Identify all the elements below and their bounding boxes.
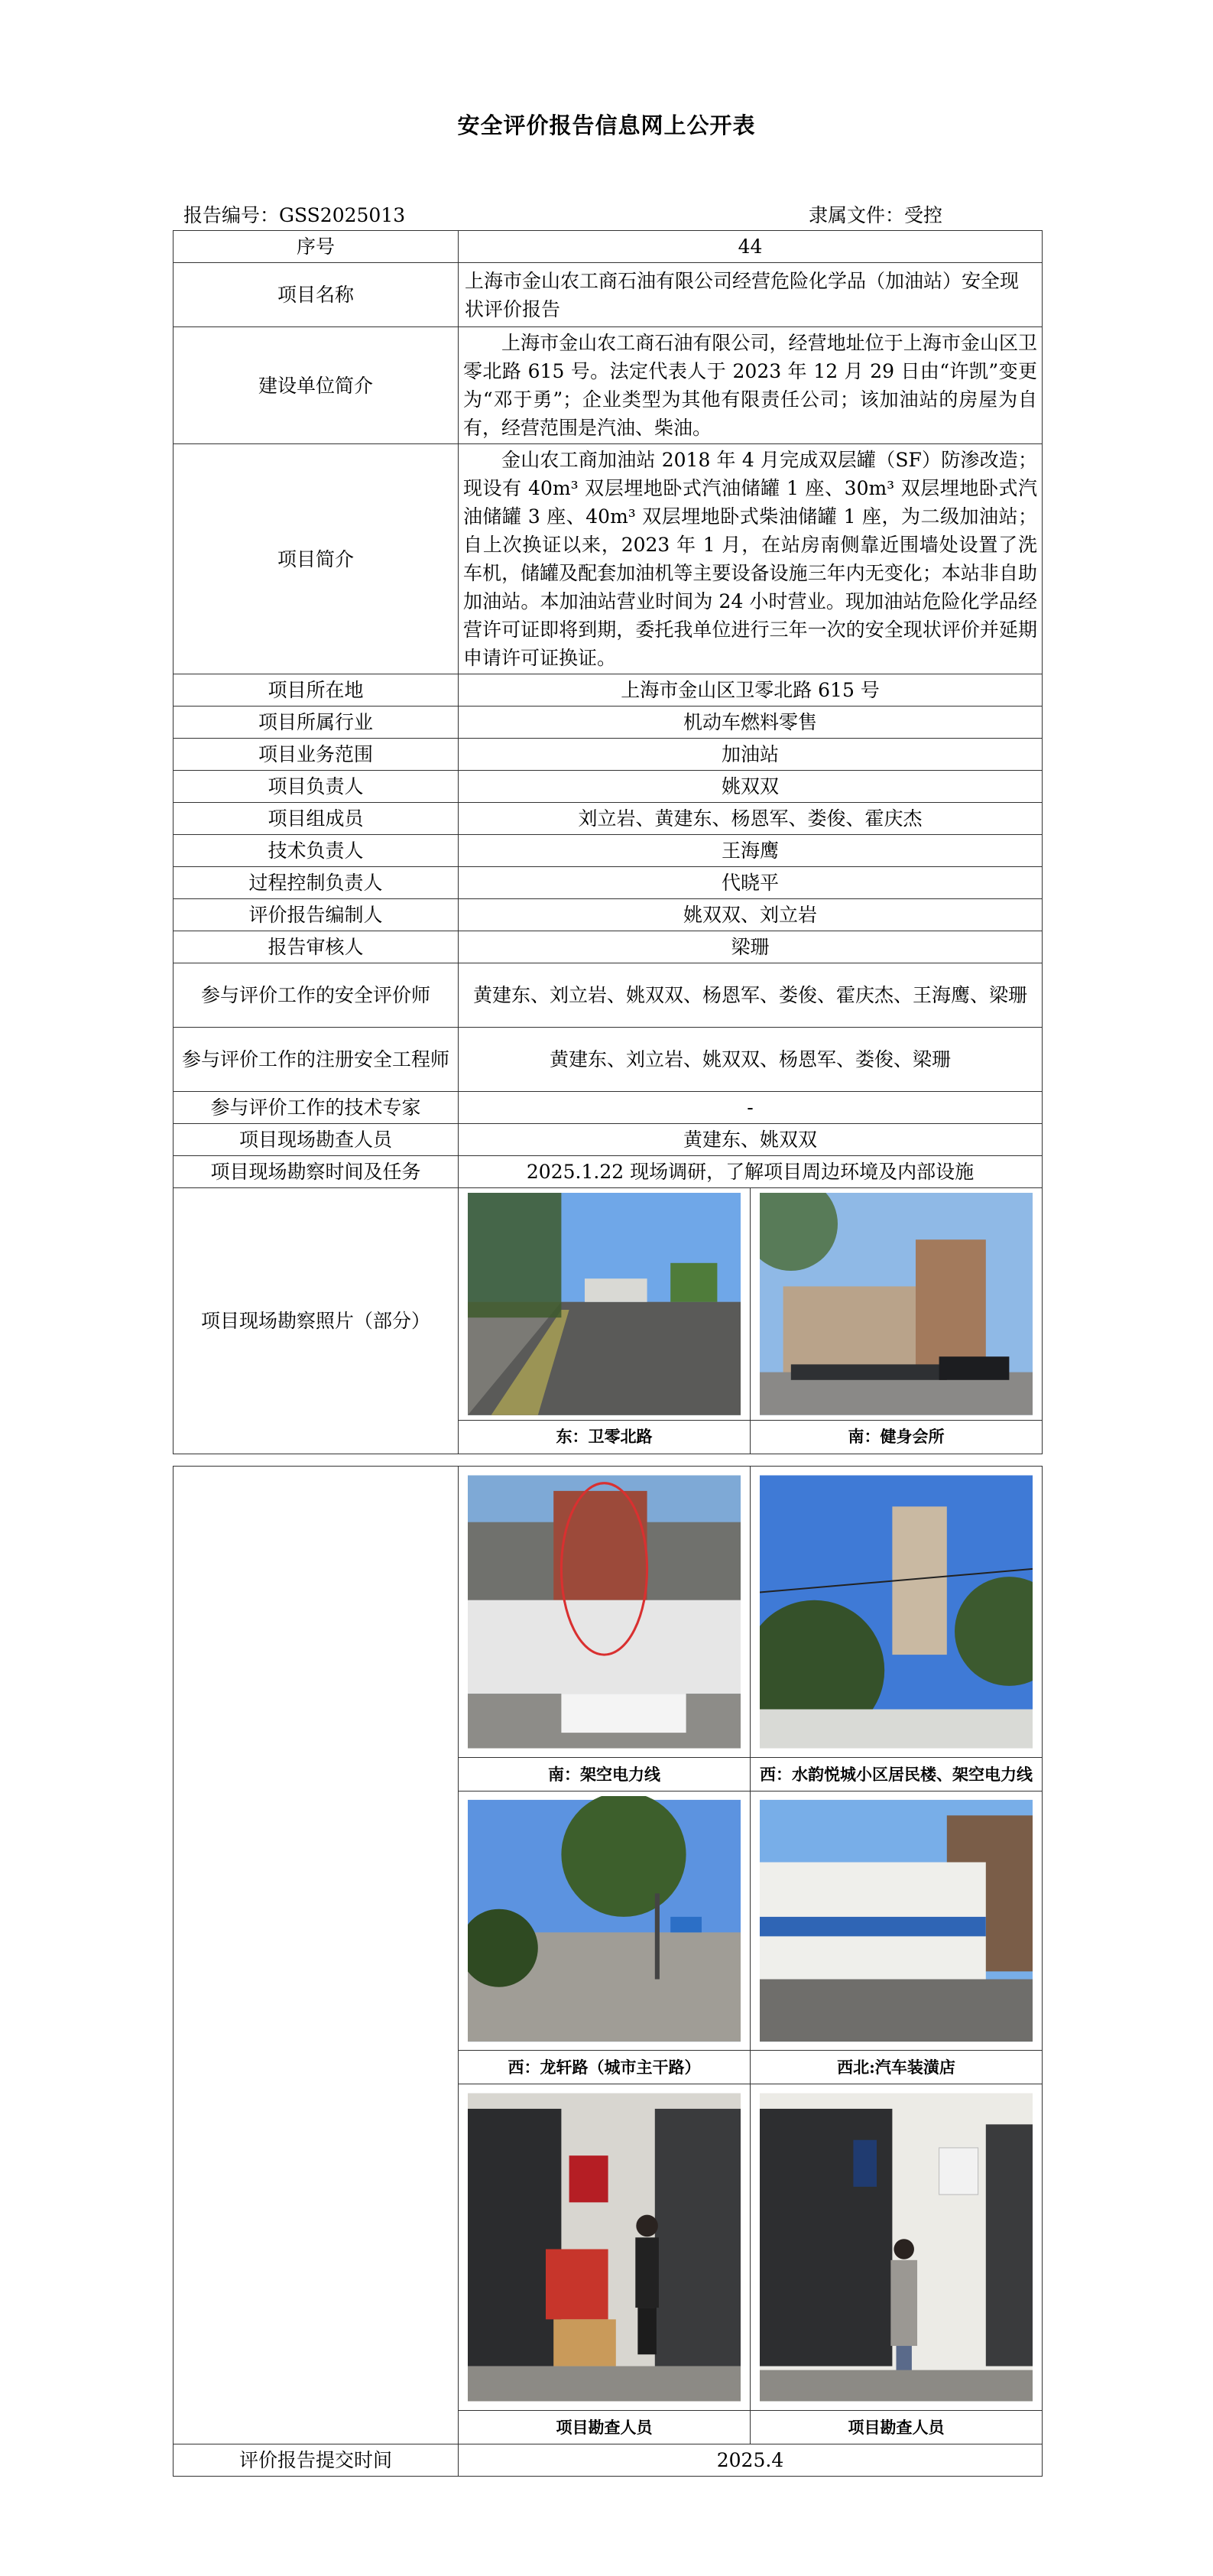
photo-caption: 项目勘查人员: [459, 2411, 751, 2444]
photo-caption: 项目勘查人员: [751, 2411, 1043, 2444]
row-label: 项目业务范围: [174, 739, 459, 771]
power-line-photo: [468, 1471, 741, 1753]
table-row: [174, 444, 1043, 674]
page-title: 安全评价报告信息网上公开表: [457, 112, 756, 138]
row-label: 项目所属行业: [174, 707, 459, 739]
table-row: [174, 931, 1043, 963]
photos-label: 项目现场勘察照片（部分）: [174, 1188, 459, 1454]
row-value: 姚双双、刘立岩: [459, 899, 1043, 931]
row-value: 王海鹰: [459, 835, 1043, 867]
row-value: 加油站: [459, 739, 1043, 771]
row-value: 机动车燃料零售: [459, 707, 1043, 739]
table-row: [174, 867, 1043, 899]
photo-caption: 西：水韵悦城小区居民楼、架空电力线: [751, 1758, 1043, 1792]
table-row: [174, 231, 1043, 263]
photo-caption: 南：健身会所: [751, 1420, 1043, 1454]
table-row: [174, 899, 1043, 931]
row-label: 项目简介: [174, 444, 459, 674]
row-value: 代晓平: [459, 867, 1043, 899]
row-value: 金山农工商加油站 2018 年 4 月完成双层罐（SF）防渗改造；现设有 40m³ 双层埋地卧式汽油储罐 1 座、30m³ 双层埋地卧式汽油储罐 3 座、40m³ 双层埋地卧式柴油储罐 1 座，为二级加油站；自上次换证以来，2023 年 1 月，在站房南侧靠近围墙处设置了洗车机，储罐及配套加油机等主要设备设施三年内无变化；本站非自助加油站。本加油站营业时间为 24 小时营业。现加油站危险化学品经营许可证即将到期，委托我单位进行三年一次的安全现状评价并延期申请许可证换证。: [459, 444, 1043, 674]
table-row: [174, 2444, 1043, 2477]
auto-shop-photo: [760, 1796, 1033, 2045]
photo-caption: 南：架空电力线: [459, 1758, 751, 1792]
photo-caption: 西：龙轩路（城市主干路）: [459, 2051, 751, 2084]
row-label: 项目所在地: [174, 674, 459, 707]
row-label: 项目组成员: [174, 803, 459, 835]
row-value: 2025.1.22 现场调研，了解项目周边环境及内部设施: [459, 1156, 1043, 1188]
inspector-photo-1: [468, 2089, 741, 2405]
report-number: 报告编号：GSS2025013: [183, 204, 406, 226]
submit-value: 2025.4: [459, 2444, 1043, 2477]
row-value: 黄建东、刘立岩、姚双双、杨恩军、娄俊、霍庆杰、王海鹰、梁珊: [459, 963, 1043, 1028]
row-value: 姚双双: [459, 771, 1043, 803]
row-label: 评价报告编制人: [174, 899, 459, 931]
photo-table: [173, 1466, 1043, 2477]
table-row: [174, 835, 1043, 867]
row-value: -: [459, 1092, 1043, 1124]
row-value: 上海市金山区卫零北路 615 号: [459, 674, 1043, 707]
row-label: 序号: [174, 231, 459, 263]
residential-building-photo: [760, 1471, 1033, 1753]
table-row: [174, 803, 1043, 835]
table-row: [174, 263, 1043, 327]
table-row: [174, 1124, 1043, 1156]
photo-caption: 东：卫零北路: [459, 1420, 751, 1454]
table-row: [174, 1028, 1043, 1092]
row-value: 44: [459, 231, 1043, 263]
row-value: 黄建东、姚双双: [459, 1124, 1043, 1156]
row-label: 项目现场勘察时间及任务: [174, 1156, 459, 1188]
submit-label: 评价报告提交时间: [174, 2444, 459, 2477]
row-value: 黄建东、刘立岩、姚双双、杨恩军、娄俊、梁珊: [459, 1028, 1043, 1092]
street-photo: [468, 1193, 741, 1415]
photos-label-empty: [174, 1467, 459, 2444]
table-row: [174, 963, 1043, 1028]
table-row: [174, 674, 1043, 707]
gym-building-photo: [760, 1193, 1033, 1415]
row-label: 参与评价工作的技术专家: [174, 1092, 459, 1124]
photo-row: [174, 1188, 1043, 1454]
row-value: 上海市金山农工商石油有限公司经营危险化学品（加油站）安全现状评价报告: [459, 263, 1043, 327]
table-row: [174, 327, 1043, 444]
info-table: [173, 230, 1043, 1454]
row-value: 梁珊: [459, 931, 1043, 963]
row-label: 技术负责人: [174, 835, 459, 867]
row-label: 参与评价工作的安全评价师: [174, 963, 459, 1028]
photo-caption: 西北:汽车装潢店: [751, 2051, 1043, 2084]
row-label: 项目现场勘查人员: [174, 1124, 459, 1156]
table-row: [174, 771, 1043, 803]
row-label: 建设单位简介: [174, 327, 459, 444]
photo-row: [174, 1467, 1043, 1758]
table-row: [174, 1092, 1043, 1124]
row-value: 刘立岩、黄建东、杨恩军、娄俊、霍庆杰: [459, 803, 1043, 835]
row-label: 过程控制负责人: [174, 867, 459, 899]
table-row: [174, 739, 1043, 771]
row-label: 项目名称: [174, 263, 459, 327]
row-label: 项目负责人: [174, 771, 459, 803]
inspector-photo-2: [760, 2089, 1033, 2405]
table-row: [174, 1156, 1043, 1188]
row-label: 报告审核人: [174, 931, 459, 963]
road-photo: [468, 1796, 741, 2045]
row-value: 上海市金山农工商石油有限公司，经营地址位于上海市金山区卫零北路 615 号。法定代表人于 2023 年 12 月 29 日由“许凯”变更为“邓于勇”；企业类型为其他有限责任公司；该加油站的房屋为自有，经营范围是汽油、柴油。: [459, 327, 1043, 444]
file-type: 隶属文件：受控: [809, 204, 943, 226]
table-row: [174, 707, 1043, 739]
row-label: 参与评价工作的注册安全工程师: [174, 1028, 459, 1092]
